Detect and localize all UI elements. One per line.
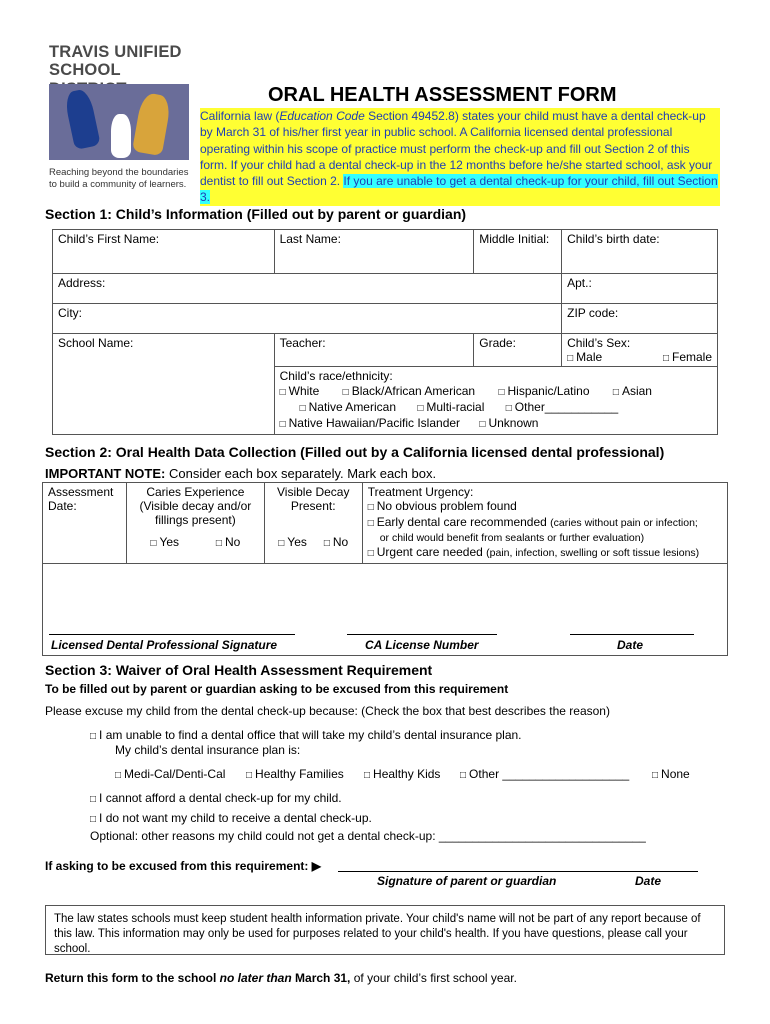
cannot-afford-checkbox[interactable]: □ I cannot afford a dental check-up for my child. bbox=[90, 791, 342, 805]
dental-signature-area bbox=[43, 564, 728, 656]
return-deadline-emphasis: no later than bbox=[219, 971, 292, 985]
early-detail-1: (caries without pain or infection; bbox=[550, 517, 698, 529]
address-field[interactable] bbox=[53, 274, 562, 304]
caries-yes-checkbox[interactable]: □ Yes bbox=[150, 535, 179, 549]
male-checkbox[interactable]: □ Male bbox=[567, 350, 602, 364]
important-note bbox=[45, 466, 436, 481]
section3-heading: Section 3: Waiver of Oral Health Assessment Requirement bbox=[45, 662, 433, 678]
hawaiian-checkbox[interactable]: □ Native Hawaiian/Pacific Islander bbox=[280, 416, 460, 430]
address-label: Address: bbox=[58, 276, 106, 290]
assessment-date-label: Date: bbox=[48, 499, 77, 513]
school-name-field[interactable] bbox=[53, 334, 275, 435]
female-checkbox[interactable]: □ Female bbox=[663, 350, 712, 364]
dental-signature-label: Licensed Dental Professional Signature bbox=[51, 638, 278, 652]
early-care-checkbox[interactable]: □ Early dental care recommended bbox=[368, 515, 547, 529]
caries-no-checkbox[interactable]: □ No bbox=[216, 535, 240, 549]
insurance-plan-checkbox[interactable]: □ I am unable to find a dental office that will take my child’s dental insurance plan. bbox=[90, 728, 522, 742]
multiracial-checkbox[interactable]: □ Multi-racial bbox=[417, 400, 484, 414]
license-number-line[interactable] bbox=[347, 634, 497, 635]
insurance-none-checkbox[interactable]: □ None bbox=[652, 767, 690, 781]
do-not-want-checkbox[interactable]: □ I do not want my child to receive a dental check-up. bbox=[90, 811, 372, 825]
caries-label-2: (Visible decay and/or bbox=[139, 499, 252, 513]
birth-date-field[interactable] bbox=[562, 230, 718, 274]
urgent-care-checkbox[interactable]: □ Urgent care needed bbox=[368, 545, 483, 559]
apt-label: Apt.: bbox=[567, 276, 592, 290]
zip-label: ZIP code: bbox=[567, 306, 619, 320]
first-name-label: Child’s First Name: bbox=[58, 232, 160, 246]
caries-label-1: Caries Experience bbox=[146, 485, 245, 499]
treatment-urgency-field bbox=[362, 483, 727, 564]
section3-subheading: To be filled out by parent or guardian asking to be excused from this requirement bbox=[45, 682, 509, 696]
healthy-families-checkbox[interactable]: □ Healthy Families bbox=[246, 767, 344, 781]
dental-date-label: Date bbox=[617, 638, 644, 652]
intro-paragraph bbox=[200, 108, 720, 206]
form-title: ORAL HEALTH ASSESSMENT FORM bbox=[268, 84, 617, 106]
decay-label-1: Visible Decay bbox=[276, 485, 350, 499]
logo-tagline-line2: to build a community of learners. bbox=[49, 179, 187, 190]
intro-text-part2: Section 49452.8) states your child must have a dental check-up by March 31 of his/her first year in public school. A California licensed dental professional operating within his scope of practice must perform the check-up and fill out Section 2 of this form. If your child had a dental check-up in the 12 months before he/she started school, ask your dentist to fill out Section 2. bbox=[200, 109, 713, 189]
hispanic-checkbox[interactable]: □ Hispanic/Latino bbox=[498, 384, 589, 398]
assessment-date-field[interactable] bbox=[43, 483, 127, 564]
birth-date-label: Child’s birth date: bbox=[567, 232, 660, 246]
parent-signature-label: Signature of parent or guardian bbox=[377, 874, 557, 888]
middle-initial-label: Middle Initial: bbox=[479, 232, 550, 246]
waiver-instruction: Please excuse my child from the dental check-up because: (Check the box that best describes the reason) bbox=[45, 704, 610, 718]
first-name-field[interactable] bbox=[53, 230, 275, 274]
parent-signature-line[interactable] bbox=[338, 871, 698, 872]
teacher-label: Teacher: bbox=[279, 336, 326, 350]
asian-checkbox[interactable]: □ Asian bbox=[613, 384, 652, 398]
other-race-checkbox[interactable]: □ Other___________ bbox=[506, 400, 618, 414]
logo-tagline-line1: Reaching beyond the boundaries bbox=[49, 167, 189, 178]
hand-icon bbox=[111, 114, 131, 158]
important-note-label: IMPORTANT NOTE: bbox=[45, 466, 166, 481]
excused-label: If asking to be excused from this requirement: ▶ bbox=[45, 859, 321, 873]
middle-initial-field[interactable] bbox=[474, 230, 562, 274]
race-field bbox=[274, 367, 717, 435]
medi-cal-checkbox[interactable]: □ Medi-Cal/Denti-Cal bbox=[115, 767, 225, 781]
sex-label: Child’s Sex: bbox=[567, 336, 631, 350]
return-bold-1: Return this form to the school bbox=[45, 971, 220, 985]
logo-hands-graphic bbox=[49, 84, 189, 160]
parent-date-label: Date bbox=[635, 874, 662, 888]
decay-no-checkbox[interactable]: □ No bbox=[324, 535, 348, 549]
visible-decay-field bbox=[264, 483, 362, 564]
intro-code: Education Code bbox=[279, 109, 365, 123]
section1-table bbox=[52, 229, 718, 435]
white-checkbox[interactable]: □ White bbox=[280, 384, 320, 398]
hand-icon bbox=[132, 92, 172, 156]
caries-field bbox=[126, 483, 264, 564]
optional-reasons[interactable]: Optional: other reasons my child could not get a dental check-up: _______________________________ bbox=[90, 829, 646, 843]
dental-date-line[interactable] bbox=[570, 634, 694, 635]
intro-highlight: If you are unable to get a dental check-up for your child, fill out Section 3. bbox=[200, 174, 718, 205]
school-name-label: School Name: bbox=[58, 336, 134, 350]
important-note-text: Consider each box separately. Mark each box. bbox=[165, 466, 437, 481]
license-number-label: CA License Number bbox=[365, 638, 479, 652]
decay-yes-checkbox[interactable]: □ Yes bbox=[278, 535, 307, 549]
decay-label-2: Present: bbox=[290, 499, 336, 513]
logo-name-line1: TRAVIS UNIFIED bbox=[49, 43, 182, 61]
hand-icon bbox=[63, 88, 100, 150]
return-rest: of your child’s first school year. bbox=[350, 971, 517, 985]
city-label: City: bbox=[58, 306, 82, 320]
logo-name-line2: SCHOOL bbox=[49, 61, 121, 79]
native-american-checkbox[interactable]: □ Native American bbox=[300, 400, 396, 414]
insurance-other-checkbox[interactable]: □ Other ___________________ bbox=[460, 767, 629, 781]
race-label: Child’s race/ethnicity: bbox=[279, 369, 393, 383]
insurance-plan-sublabel: My child’s dental insurance plan is: bbox=[115, 743, 301, 757]
section2-heading: Section 2: Oral Health Data Collection (Filled out by a California licensed dental professional) bbox=[45, 444, 665, 460]
grade-field[interactable] bbox=[474, 334, 562, 367]
urgency-label: Treatment Urgency: bbox=[367, 485, 474, 499]
section1-heading: Section 1: Child’s Information (Filled out by parent or guardian) bbox=[45, 206, 467, 222]
section2-table bbox=[42, 482, 728, 656]
sex-field bbox=[562, 334, 718, 367]
grade-label: Grade: bbox=[479, 336, 516, 350]
caries-label-3: fillings present) bbox=[155, 513, 236, 527]
district-logo bbox=[45, 43, 195, 193]
early-detail-2: or child would benefit from sealants or further evaluation) bbox=[379, 532, 645, 544]
last-name-label: Last Name: bbox=[279, 232, 341, 246]
return-bold-2: March 31, bbox=[291, 971, 351, 985]
no-problem-checkbox[interactable]: □ No obvious problem found bbox=[368, 499, 517, 513]
black-checkbox[interactable]: □ Black/African American bbox=[343, 384, 475, 398]
city-field[interactable] bbox=[53, 304, 562, 334]
intro-text-part1: California law ( bbox=[200, 109, 280, 123]
last-name-field[interactable] bbox=[274, 230, 474, 274]
healthy-kids-checkbox[interactable]: □ Healthy Kids bbox=[364, 767, 440, 781]
teacher-field[interactable] bbox=[274, 334, 474, 367]
assessment-label: Assessment bbox=[48, 485, 114, 499]
unknown-checkbox[interactable]: □ Unknown bbox=[479, 416, 538, 430]
apt-field[interactable] bbox=[562, 274, 718, 304]
zip-field[interactable] bbox=[562, 304, 718, 334]
dental-signature-line[interactable] bbox=[49, 634, 295, 635]
privacy-notice: The law states schools must keep student health information private. Your child's name will not be part of any report because of this law. This information may only be used for purposes related to your child's health. If you have questions, please call your school. bbox=[45, 905, 725, 955]
return-instruction bbox=[45, 971, 517, 985]
urgent-detail: (pain, infection, swelling or soft tissue lesions) bbox=[486, 547, 700, 559]
